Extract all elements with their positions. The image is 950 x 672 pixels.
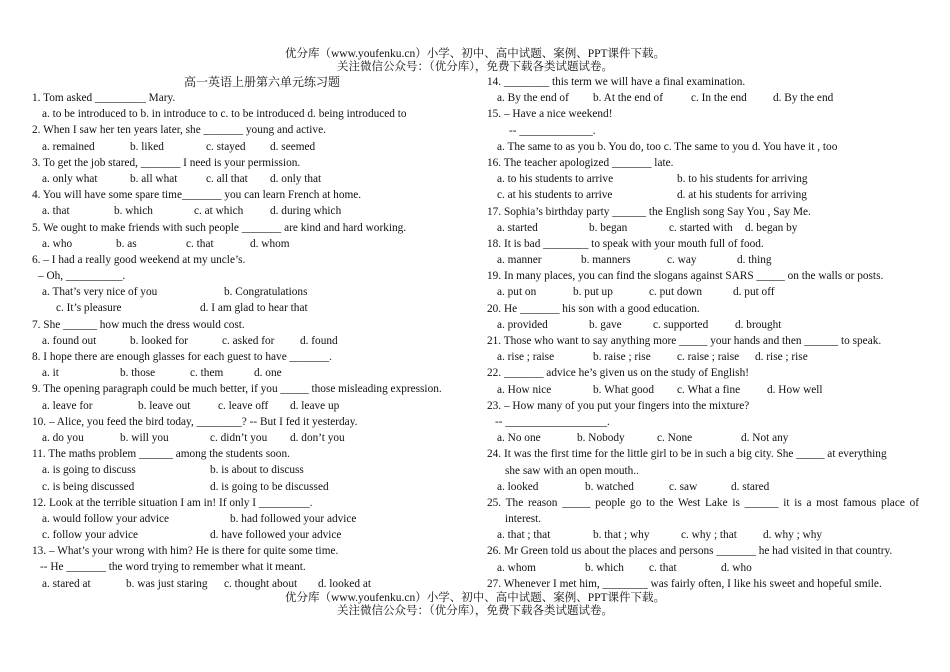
question-26: 26. Mr Green told us about the places and persons _______ he had visited in that country. [487, 545, 893, 558]
question-22-options [487, 382, 919, 398]
question-2-options [32, 139, 472, 155]
option-d: d. Not any [741, 432, 789, 445]
option-d: d. who [721, 561, 752, 574]
question-7: 7. She ______ how much the dress would cost. [32, 318, 245, 331]
question-11: 11. The maths problem ______ among the students soon. [32, 448, 290, 461]
option-a: a. leave for [42, 399, 93, 412]
question-4-options [32, 203, 472, 219]
option-b: b. Nobody [577, 432, 625, 445]
header-banner [0, 48, 950, 74]
question-7-options [32, 333, 472, 349]
question-2: 2. When I saw her ten years later, she _______ young and active. [32, 124, 326, 137]
question-13-options [32, 576, 472, 592]
option-a: a. started [497, 221, 538, 234]
option-d: d. put off [733, 286, 775, 299]
question-24-continued: she saw with an open mouth.. [505, 464, 639, 477]
question-10-options [32, 430, 472, 446]
question-1-options: a. to be introduced to b. in introduce to c. to be introduced d. being introduced to [42, 108, 407, 121]
option-c: c. It’s pleasure [56, 302, 122, 315]
option-a: a. that [42, 205, 70, 218]
page-title: 高一英语上册第六单元练习题 [183, 75, 340, 89]
option-b: b. which [114, 205, 153, 218]
option-c: c. raise ; raise [677, 351, 740, 364]
question-9: 9. The opening paragraph could be much better, if you _____ those misleading expression. [32, 383, 442, 396]
option-b: b. watched [585, 480, 634, 493]
option-a: a. to his students to arrive [497, 173, 614, 186]
option-b: b. gave [589, 318, 622, 331]
option-a: a. provided [497, 318, 548, 331]
option-c: c. saw [669, 480, 698, 493]
option-d: d. have followed your advice [210, 529, 342, 542]
option-c: c. didn’t you [210, 431, 268, 444]
option-b: b. leave out [138, 399, 191, 412]
question-6-reply: – Oh, __________. [38, 270, 126, 283]
option-c: c. way [667, 254, 697, 267]
option-b: b. that ; why [593, 529, 650, 542]
question-5-options [32, 236, 472, 252]
option-b: b. liked [130, 140, 164, 153]
option-c: c. follow your advice [42, 529, 138, 542]
question-21-options [487, 349, 919, 365]
option-d: d. looked at [318, 577, 372, 590]
right-column [487, 74, 919, 592]
option-d: d. is going to be discussed [210, 480, 329, 493]
option-c: c. What a fine [677, 383, 741, 396]
option-a: a. stared at [42, 577, 91, 590]
question-6-options-row2 [32, 300, 472, 316]
question-6: 6. – I had a really good weekend at my uncle’s. [32, 253, 246, 266]
question-22: 22. _______ advice he’s given us on the study of English! [487, 367, 749, 380]
option-a: a. No one [497, 432, 541, 445]
question-24-options [487, 479, 919, 495]
option-c: c. them [190, 367, 224, 380]
question-24: 24. It was the first time for the little girl to be in such a big city. She _____ at everything [487, 448, 887, 461]
option-d: d. leave up [290, 399, 340, 412]
option-a: a. That’s very nice of you [42, 286, 158, 299]
option-b: b. as [116, 237, 137, 250]
question-8: 8. I hope there are enough glasses for each guest to have _______. [32, 351, 332, 363]
option-b: b. looked for [130, 334, 189, 347]
option-c: c. at his students to arrive [497, 189, 613, 202]
option-a: a. found out [42, 334, 97, 347]
question-25-options [487, 527, 919, 543]
option-d: d. seemed [270, 140, 316, 153]
question-13-reply: -- He _______ the word trying to remember what it meant. [40, 561, 306, 574]
question-18-options [487, 252, 919, 268]
option-c: c. all that [206, 172, 248, 185]
question-18: 18. It is bad ________ to speak with your mouth full of food. [487, 237, 764, 250]
question-19-options [487, 284, 919, 300]
question-11-options-row1 [32, 462, 472, 478]
question-1: 1. Tom asked _________ Mary. [32, 92, 176, 104]
option-c: c. at which [194, 205, 244, 218]
option-c: c. why ; that [681, 529, 737, 542]
option-d: d. thing [737, 254, 772, 267]
question-17-options [487, 220, 919, 236]
option-a: a. is going to discuss [42, 464, 136, 477]
question-9-options [32, 398, 472, 414]
option-b: b. had followed your advice [230, 512, 357, 525]
footer-banner [0, 592, 950, 618]
option-a: a. rise ; raise [497, 351, 555, 364]
question-15: 15. – Have a nice weekend! [487, 108, 613, 121]
option-d: d. stared [731, 480, 770, 493]
question-23-options [487, 430, 919, 446]
option-a: a. that ; that [497, 529, 551, 542]
question-15-reply: -- _____________. [509, 124, 596, 137]
question-14-options [487, 90, 919, 106]
option-d: d. began by [745, 221, 798, 234]
banner-line-2: 关注微信公众号：（优分库），免费下载各类试题试卷。 [337, 61, 613, 73]
option-c: c. is being discussed [42, 480, 135, 493]
option-c: c. supported [653, 318, 709, 331]
question-10: 10. – Alice, you feed the bird today, ________? -- But I fed it yesterday. [32, 415, 358, 428]
option-c: c. put down [649, 286, 703, 299]
option-c: c. None [657, 432, 693, 445]
option-a: a. who [42, 237, 73, 250]
option-b: b. which [585, 561, 624, 574]
question-27: 27. Whenever I met him, ________ was fairly often, I like his sweet and hopeful smile. [487, 577, 882, 590]
question-5: 5. We ought to make friends with such people _______ are kind and hard working. [32, 221, 407, 234]
option-b: b. put up [573, 286, 613, 299]
option-a: a. remained [42, 140, 95, 153]
option-b: b. At the end of [593, 92, 663, 105]
question-25: 25. The reason _____ people go to the West Lake is ______ it is a most famous place of [487, 496, 919, 509]
option-d: d. whom [250, 237, 290, 250]
question-16-options-row2 [487, 187, 919, 203]
left-column [32, 74, 472, 592]
option-c: c. that [186, 237, 214, 250]
option-d: d. don’t you [290, 431, 345, 444]
option-a: a. manner [497, 254, 542, 267]
option-c: c. leave off [218, 399, 269, 412]
option-a: a. How nice [497, 383, 552, 396]
option-a: a. only what [42, 172, 98, 185]
banner-line-2: 关注微信公众号：（优分库），免费下载各类试题试卷。 [337, 605, 613, 617]
option-b: b. manners [581, 254, 631, 267]
question-23-reply: -- __________________. [495, 415, 610, 428]
option-b: b. Congratulations [224, 286, 308, 299]
question-4: 4. You will have some spare time_______ you can learn French at home. [32, 189, 362, 202]
question-20-options [487, 317, 919, 333]
option-c: c. asked for [222, 334, 275, 347]
option-d: d. found [300, 334, 338, 347]
question-14: 14. ________ this term we will have a final examination. [487, 76, 746, 88]
question-23: 23. – How many of you put your fingers into the mixture? [487, 399, 750, 412]
question-25-continued: interest. [505, 513, 542, 526]
option-d: d. I am glad to hear that [200, 302, 308, 315]
question-26-options [487, 560, 919, 576]
question-11-options-row2 [32, 479, 472, 495]
question-16: 16. The teacher apologized _______ late. [487, 156, 674, 169]
banner-line-1: 优分库（www.youfenku.cn）小学、初中、高中试题、案例、PPT课件下载。 [284, 592, 666, 604]
option-b: b. those [120, 367, 156, 380]
question-16-options-row1 [487, 171, 919, 187]
option-b: b. to his students for arriving [677, 173, 808, 186]
question-15-options: a. The same to as you b. You do, too c. The same to you d. You have it , too [497, 140, 838, 153]
banner-line-1: 优分库（www.youfenku.cn）小学、初中、高中试题、案例、PPT课件下载。 [284, 48, 666, 60]
option-b: b. all what [130, 172, 178, 185]
option-a: a. do you [42, 431, 84, 444]
option-c: c. that [649, 561, 677, 574]
question-12-options-row1 [32, 511, 472, 527]
option-b: b. is about to discuss [210, 464, 304, 477]
question-19: 19. In many places, you can find the slogans against SARS _____ on the walls or posts. [487, 270, 884, 283]
option-a: a. By the end of [497, 92, 569, 105]
option-b: b. was just staring [126, 577, 208, 590]
option-c: c. thought about [224, 577, 298, 590]
question-6-options-row1 [32, 284, 472, 300]
option-a: a. whom [497, 561, 536, 574]
question-8-options [32, 365, 472, 381]
question-3: 3. To get the job stared, _______ I need is your permission. [32, 156, 301, 169]
question-12-options-row2 [32, 527, 472, 543]
question-21: 21. Those who want to say anything more _____ your hands and then ______ to speak. [487, 335, 882, 347]
option-d: d. How well [767, 383, 823, 396]
question-12: 12. Look at the terrible situation I am in! If only I _________. [32, 496, 313, 509]
option-a: a. it [42, 367, 59, 380]
option-d: d. one [254, 367, 282, 380]
option-d: d. at his students for arriving [677, 189, 807, 202]
option-d: d. rise ; rise [755, 351, 808, 364]
option-c: c. In the end [691, 92, 747, 105]
option-d: d. during which [270, 205, 342, 218]
option-d: d. By the end [773, 92, 834, 105]
question-17: 17. Sophia’s birthday party ______ the English song Say You , Say Me. [487, 205, 811, 218]
option-d: d. why ; why [763, 529, 822, 542]
option-b: b. What good [593, 383, 654, 396]
option-d: d. only that [270, 172, 322, 185]
option-c: c. stayed [206, 140, 246, 153]
option-d: d. brought [735, 318, 782, 331]
question-3-options [32, 171, 472, 187]
question-20: 20. He _______ his son with a good education. [487, 302, 700, 315]
option-a: a. would follow your advice [42, 512, 170, 525]
question-13: 13. – What’s your wrong with him? He is there for quite some time. [32, 545, 339, 558]
option-a: a. put on [497, 286, 537, 299]
option-b: b. will you [120, 431, 169, 444]
option-b: b. raise ; rise [593, 351, 651, 364]
option-b: b. began [589, 221, 628, 234]
option-c: c. started with [669, 221, 733, 234]
option-a: a. looked [497, 480, 539, 493]
